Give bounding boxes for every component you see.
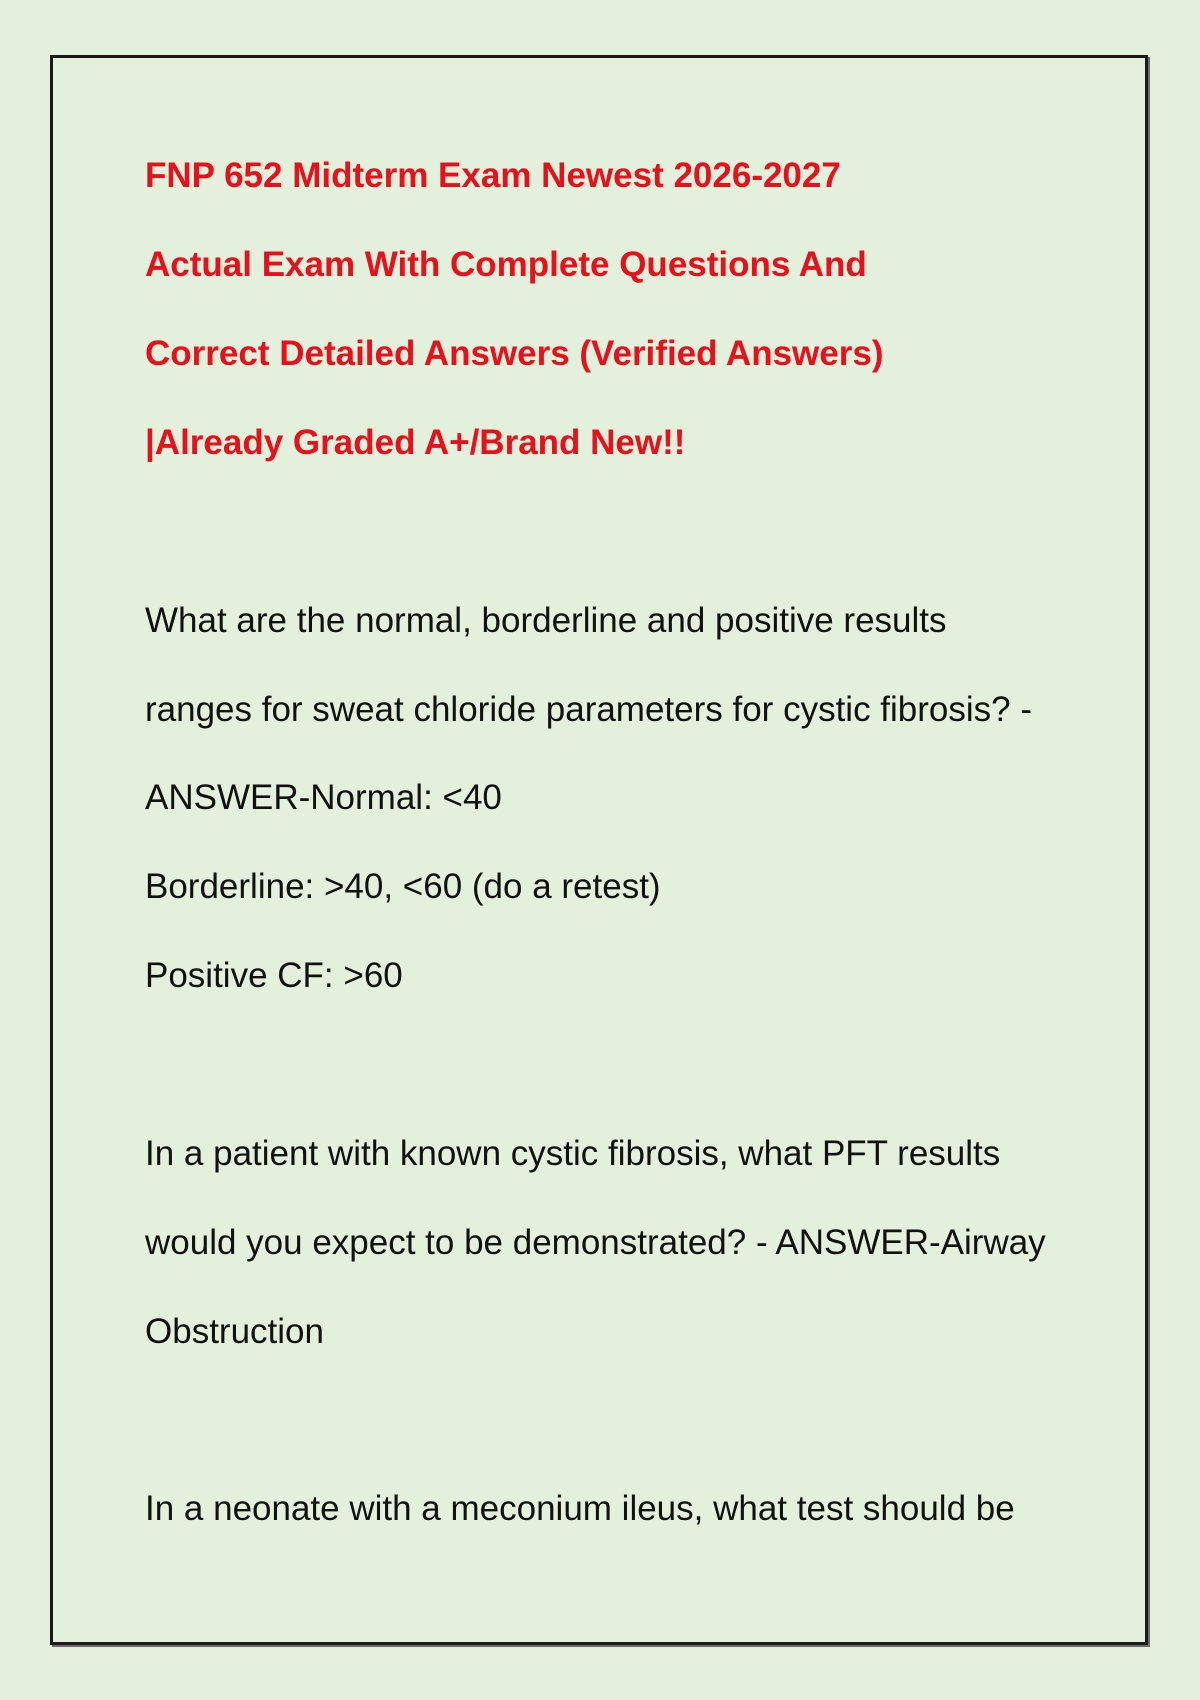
question-line: In a neonate with a meconium ileus, what test should be [145, 1489, 1015, 1528]
question-line: What are the normal, borderline and positive results [145, 601, 947, 640]
question-line: In a patient with known cystic fibrosis, what PFT results [145, 1134, 1001, 1173]
answer-line: Positive CF: >60 [145, 956, 403, 995]
answer-line: Obstruction [145, 1312, 324, 1351]
page-frame [50, 55, 1148, 1645]
title-line: |Already Graded A+/Brand New!! [145, 423, 686, 462]
title-line: FNP 652 Midterm Exam Newest 2026-2027 [145, 156, 841, 195]
title-line: Correct Detailed Answers (Verified Answers) [145, 334, 884, 373]
answer-line: ANSWER-Normal: <40 [145, 778, 502, 817]
question-line: ranges for sweat chloride parameters for cystic fibrosis? - [145, 690, 1032, 729]
title-line: Actual Exam With Complete Questions And [145, 245, 867, 284]
answer-line: Borderline: >40, <60 (do a retest) [145, 867, 661, 906]
question-line: would you expect to be demonstrated? - ANSWER-Airway [145, 1223, 1046, 1262]
